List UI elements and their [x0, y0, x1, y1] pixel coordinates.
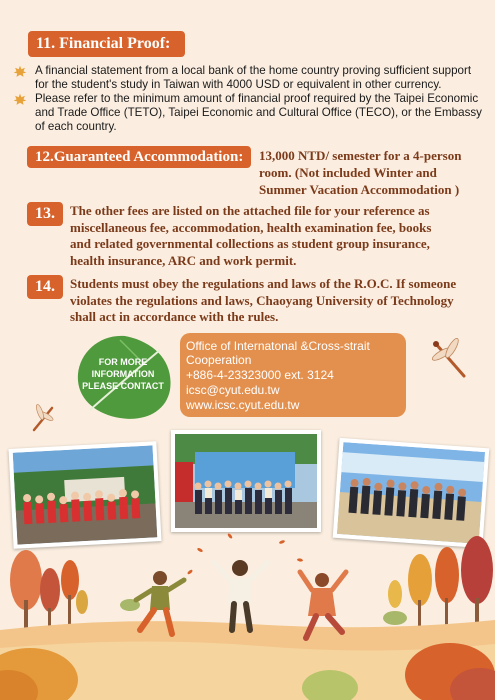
autumn-scene-illustration: [0, 520, 495, 700]
contact-website[interactable]: www.icsc.cyut.edu.tw: [186, 398, 300, 412]
section-13-line-2: miscellaneous fee, accommodation, health examination fee, books: [70, 219, 432, 235]
section-12-line-1: 13,000 NTD/ semester for a 4-person: [259, 148, 462, 163]
section-13-line-4: health insurance, ARC and work permit.: [70, 252, 297, 268]
section-13-line-1: The other fees are listed on the attached file for your reference as: [70, 203, 430, 218]
section-11-bullet-1: A financial statement from a local bank of the home country proving sufficient support for the student's study in Taiwan with 4000 USD or equivalent in other currency.: [35, 64, 472, 91]
leaf-text-line-1: FOR MORE: [98, 357, 148, 367]
section-14-number: 14.: [27, 275, 63, 299]
section-11-heading: 11. Financial Proof:: [28, 31, 185, 57]
photo-group-center: [171, 430, 321, 532]
section-14-line-1: Students must obey the regulations and laws of the R.O.C. If someone: [70, 276, 457, 291]
section-12-heading: 12.Guaranteed Accommodation:: [27, 146, 251, 168]
person-center: [214, 560, 268, 630]
contact-phone[interactable]: +886-4-23323000 ext. 3124: [186, 368, 334, 382]
section-11-bullet-2: Please refer to the minimum amount of financial proof required by the Taipei Economic and Trade Office (TETO), Taipei Economic and Cultural Office (TECO), or the Embassy of each country.: [35, 92, 482, 133]
contact-email[interactable]: icsc@cyut.edu.tw: [186, 383, 280, 397]
leaf-text-line-2: INFORMATION: [91, 369, 155, 379]
contact-office-line-1: Office of Internatonal &Cross-strait: [186, 339, 370, 353]
section-12-line-3: Summer Vacation Accommodation ): [259, 182, 460, 197]
leaf-text-line-3: PLEASE CONTACT: [82, 381, 164, 391]
maple-leaf-bullet-icon: [13, 93, 27, 107]
dragonfly-icon: [28, 404, 58, 434]
section-13-number: 13.: [27, 202, 63, 226]
dragonfly-icon: [428, 338, 472, 380]
section-14-line-2: violates the regulations and laws, Chaoyang University of Technology: [70, 292, 454, 308]
contact-office-line-2: Cooperation: [186, 353, 252, 367]
section-14-line-3: shall act in accordance with the rules.: [70, 309, 279, 324]
section-12-line-2: room. (Not included Winter and: [259, 165, 437, 180]
section-13-line-3: and related governmental collections as student group insurance,: [70, 236, 430, 251]
maple-leaf-bullet-icon: [13, 65, 27, 79]
